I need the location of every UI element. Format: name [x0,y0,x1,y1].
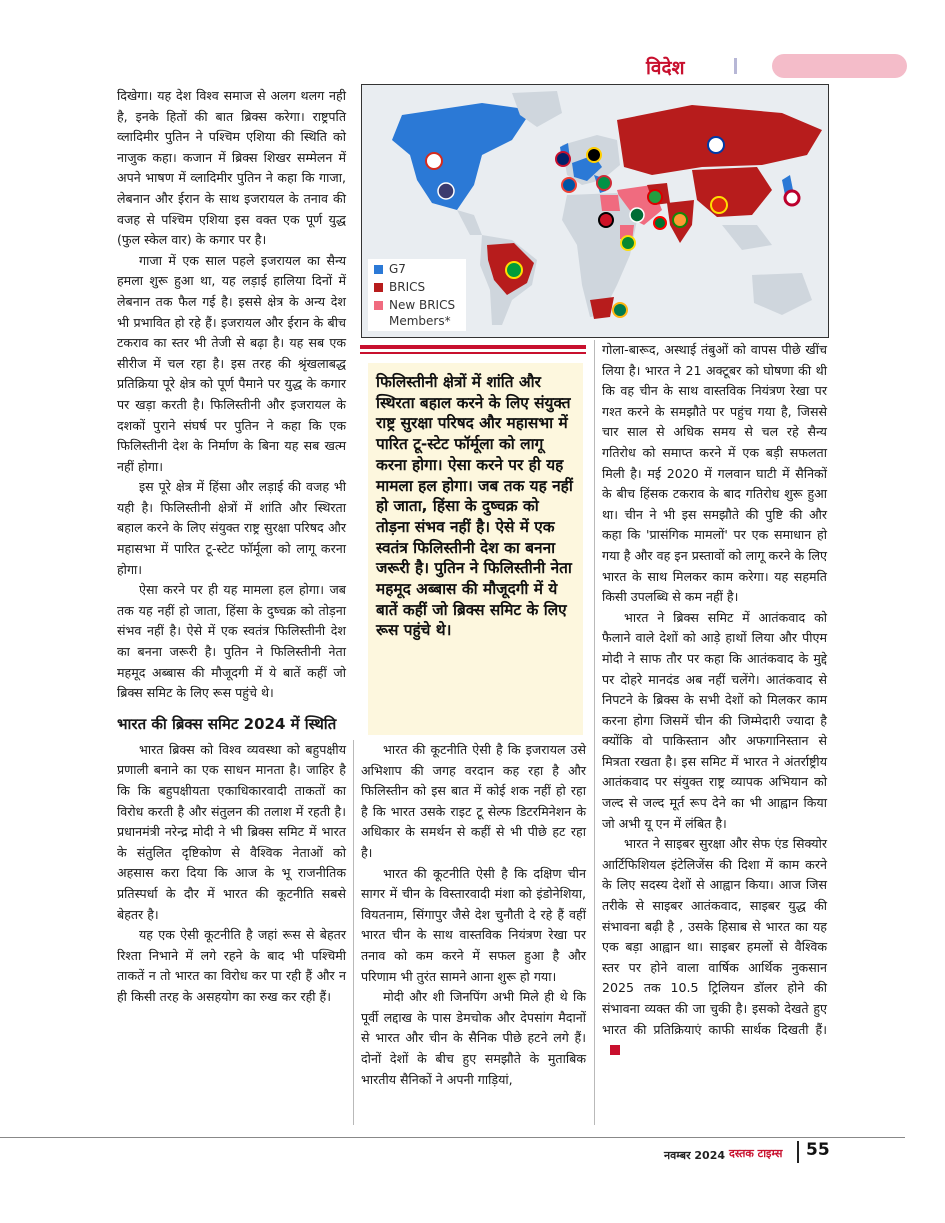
col3-paragraph-3 [602,834,827,1061]
new-brics-swatch [374,301,383,310]
col3-paragraph-1: गोला-बारूद, अस्थाई तंबुओं को वापस पीछे खींच लिया है। भारत ने 21 अक्टूबर को घोषणा की थी कि वह चीन के साथ वास्तविक नियंत्रण रेखा पर गश्त करने के समझौते पर पहुंच गया है, जिससे चार साल से अधिक समय से चल रहे सैन्य गतिरोध को समाप्त करने में एक बड़ी सफलता मिली है। मई 2020 में गलवान घाटी में सैनिकों के बीच हिंसक टकराव के बाद गतिरोध शुरू हुआ था। चीन ने भी इस समझौते की पुष्टि की और कहा कि 'प्रासंगिक मामलों' पर एक समाधान हो गया है और वह इन प्रस्तावों को लागू करने के लिए भारत के साथ मिलकर काम करेगा। यह सहमति किसी उपलब्धि से कम नहीं है। [602,342,827,605]
north-america-shape [392,103,532,210]
ethiopia-flag-icon [621,236,635,250]
central-america-shape [457,210,482,235]
col2-paragraph-1: भारत की कूटनीति ऐसी है कि इजरायल उसे अभिशाप की जगह वरदान कह रहा है और फिलिस्तीन को इस बात में कोई शक नहीं हो रहा है कि भारत उसके राइट टू सेल्फ डिटरमिनेशन के अधिकार के समर्थन से कहीं से भी पीछे हट रहा है। [361,742,586,860]
col1-paragraph-6: यह एक ऐसी कूटनीति है जहां रूस से बेहतर रिश्ता निभाने में लगे रहने के बाद भी पश्चिमी ताकतें न तो भारत का विरोध कर पा रही हैं और न ही किसी तरह के असहयोग का रुख कर रही हैं। [117,927,346,1004]
col1-paragraph-3: इस पूरे क्षेत्र में हिंसा और लड़ाई की वजह भी यही है। फिलिस्तीनी क्षेत्रों में शांति और स्थिरता बहाल करने के लिए संयुक्त राष्ट्र सुरक्षा परिषद और महासभा में पारित टू-स्टेट फॉर्मूला को लागू करना होगा। [117,479,346,577]
footer-month: नवम्बर 2024 [664,1149,726,1162]
legend-new-brics-line2: Members* [389,314,451,328]
col2-paragraph-2: भारत की कूटनीति ऐसी है कि दक्षिण चीन सागर में चीन के विस्तारवादी मंशा को इंडोनेशिया, वियतनाम, सिंगापुर जैसे देश चुनौती दे रहे हैं वहीं भारत चीन के साथ वास्तविक नियंत्रण रेखा पर तनाव को कम करने में सफल हुआ है और परिणाम भी तुरंत सामने आना शुरू हो गया। [361,865,586,984]
legend-new-brics-line1: New BRICS [389,298,456,312]
g7-swatch [374,265,383,274]
iran-flag-icon [648,190,662,204]
col1-paragraph-4: ऐसा करने पर ही यह मामला हल होगा। जब तक यह नहीं हो जाता, हिंसा के दुष्चक्र को तोड़ना संभव नहीं है। ऐसे में एक स्वतंत्र फिलिस्तीनी देश का बनना जरूरी है। पुतिन ने फिलिस्तीनी नेता महमूद अब्बास की मौजूदगी में ये बातें कहीं जो ब्रिक्स समिट के लिए रूस पहुंचे थे। [117,582,346,701]
column-1 [117,86,346,1008]
legend-brics-label: BRICS [389,280,426,294]
canada-flag-icon [426,153,442,169]
china-flag-icon [711,197,727,213]
header-divider [734,58,737,74]
header-decoration [772,54,907,78]
col2-paragraph-3: मोदी और शी जिनपिंग अभी मिले ही थे कि पूर्वी लद्दाख के पास डेमचोक और देपसांग मैदानों से भारत और चीन के सैनिक पीछे हटने लगे हैं। दोनों देशों के बीच हुए समझौते के मुताबिक भारतीय सैनिकों ने अपनी गाड़ियां, [361,989,586,1087]
south-africa-shape [590,297,614,319]
italy-flag-icon [597,176,611,190]
quote-top-rule-thin [360,352,586,354]
col1-paragraph-2: गाजा में एक साल पहले इजरायल का सैन्य हमला शुरू हुआ था, यह लड़ाई हालिया दिनों में लेबनान तक फैल गई है। इससे क्षेत्र के अन्य देश भी प्रभावित हो रहे हैं। इजरायल और ईरान के बीच टकराव का स्तर भी तेजी से बढ़ा है। यह सब एक सीरीज में चल रहा है। इस तरह की श्रृंखलाबद्ध प्रतिक्रिया पूरे क्षेत्र को पूर्ण पैमाने पर युद्ध के कगार पर खड़ा करती है। फिलिस्तीनी और इजरायल के दशकों पुराने संघर्ष पर पुतिन ने कहा कि एक फिलिस्तीनी देश के निर्माण के बिना यह सब खत्म नहीं होगा। [117,252,346,474]
uk-flag-icon [556,152,570,166]
column-separator-1 [353,740,354,1125]
southeast-asia-shape [722,225,772,250]
section-label: विदेश [646,57,685,79]
col3-paragraph-3-text: भारत ने साइबर सुरक्षा और सेफ एंड सिक्योर आर्टिफिशियल इंटेलिजेंस की दिशा में काम करने के लिए सदस्य देशों से आह्वान किया। आज जिस तरीके से साइबर आतंकवाद, साइबर युद्ध की संभावना बढ़ी है , उसके हिसाब से भारत का यह एक बड़ा आह्वान था। साइबर हमलों से वैश्विक स्तर पर होने वाला वार्षिक आर्थिक नुकसान 2025 तक 10.5 ट्रिलियन डॉलर होने की संभावना व्यक्त की जा चुकी है। इसको देखते हुए भारत की प्रतिक्रियाएं काफी सार्थक दिखती हैं। [602,836,827,1037]
magazine-logo: दस्तक टाइम्स [729,1147,783,1160]
brics-swatch [374,283,383,292]
uae-flag-icon [654,217,666,229]
usa-flag-icon [438,183,454,199]
australia-shape [752,273,812,315]
quote-top-rule [360,345,586,349]
column-separator-2 [594,340,595,1125]
col3-paragraph-2: भारत ने ब्रिक्स समिट में आतंकवाद को फैलाने वाले देशों को आड़े हाथों लिया और पीएम मोदी ने साफ तौर पर कहा कि आतंकवाद के मुद्दे पर दोहरे मानदंड अब नहीं चलेंगे। आतंकवाद से निपटने के ब्रिक्स के सभी देशों को मिलकर काम करना होगा जिसमें चीन की जिम्मेदारी ज्यादा है क्योंकि वो पाकिस्तान और अफगानिस्तान से मित्रता रखता है। इस समिट में भारत ने अंतर्राष्ट्रीय आतंकवाद पर संयुक्त राष्ट्र व्यापक अभियान को जल्द से जल्द मूर्त रूप देने का भी आह्वान किया जो अभी यू एन में लंबित है। [602,609,827,831]
legend-item-brics [374,279,466,295]
brazil-flag-icon [506,262,522,278]
china-shape [692,167,772,217]
russia-flag-icon [708,137,724,153]
footer-divider [797,1141,799,1163]
egypt-shape [600,195,620,211]
column-3 [602,340,827,1061]
egypt-flag-icon [599,213,613,227]
end-of-article-icon [610,1045,620,1055]
legend-item-g7 [374,261,466,277]
legend-new-brics-label [389,297,455,329]
footer-rule [0,1137,905,1138]
brics-world-map [361,84,829,338]
legend-g7-label: G7 [389,262,406,276]
legend-item-new-brics [374,297,466,329]
saudi-flag-icon [630,208,644,222]
col1-paragraph-1: दिखेगा। यह देश विश्व समाज से अलग थलग नही है, इनके हितों की बात ब्रिक्स करेगा। राष्ट्रपति व्लादिमीर पुतिन ने पश्चिम एशिया की स्थिति को नाजुक कहा। कजान में ब्रिक्स शिखर सम्मेलन में अपने भाषण में व्लादिमीर पुतिन ने कहा कि गाजा, लेबनान और ईरान के साथ इजरायल के तनाव की वजह से पश्चिम एशिया इस वक्त एक पूर्ण युद्ध (फुल स्केल वार) के कगार पर है। [117,88,346,248]
section-subheading: भारत की ब्रिक्स समिट 2024 में स्थिति [117,714,337,733]
pull-quote-text: फिलिस्तीनी क्षेत्रों में शांति और स्थिरता बहाल करने के लिए संयुक्त राष्ट्र सुरक्षा परिषद और महासभा में पारित टू-स्टेट फॉर्मूला को लागू करना होगा। ऐसा करने पर ही यह मामला हल होगा। जब तक यह नहीं हो जाता, हिंसा के दुष्चक्र को तोड़ना संभव नहीं है। ऐसे में एक स्वतंत्र फिलिस्तीनी देश का बनना जरूरी है। पुतिन ने फिलिस्तीनी नेता महमूद अब्बास की मौजूदगी में ये बातें कहीं जो ब्रिक्स समिट के लिए रूस पहुंचे थे। [376,373,573,640]
col1-paragraph-5: भारत ब्रिक्स को विश्व व्यवस्था को बहुपक्षीय प्रणाली बनाने का एक साधन मानता है। जाहिर है कि कि बहुपक्षीयता एकाधिकारवादी ताकतों का विरोध करती है और संतुलन की तलाश में रहती है। प्रधानमंत्री नरेन्द्र मोदी ने भी ब्रिक्स समिट में भारत के संतुलित दृष्टिकोण से वैश्विक नेताओं को अहसास करा दिया कि आज के भू राजनीतिक प्रतिस्पर्धा के दौर में भारत की कूटनीति सबसे बेहतर है। [117,741,346,922]
south-africa-flag-icon [613,303,627,317]
africa-shape [562,193,637,317]
japan-flag-icon [785,191,799,205]
map-legend [368,259,466,331]
column-2 [361,740,586,1090]
france-flag-icon [562,178,576,192]
germany-flag-icon [587,148,601,162]
page-number: 55 [806,1140,830,1160]
india-flag-icon [673,213,687,227]
